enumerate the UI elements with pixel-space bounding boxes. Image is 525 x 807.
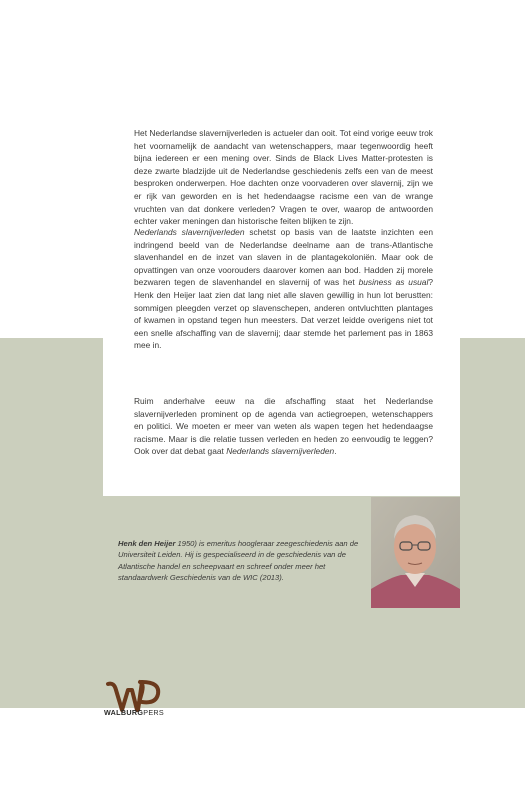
publisher-name-rest: PERS [143, 708, 165, 717]
blurb-paragraph-1 [134, 127, 433, 228]
author-name: Henk den Heijer [118, 539, 176, 548]
walburg-pers-logo [104, 676, 164, 726]
emphasis-text: business as usual [358, 277, 429, 288]
publisher-name [104, 708, 164, 717]
publisher-name-bold: WALBURG [104, 708, 144, 717]
blurb-text: . [334, 446, 337, 457]
author-bio [118, 538, 368, 584]
blurb-text: ? Henk den Heijer laat zien dat lang niet alle slaven gewillig in hun lot berustten: sommigen pleegden verzet op slavenschepen, anderen ontvluchtten plantages of kwamen in opstand tegen hun meesters. Dat verzet leidde overigens niet tot een snelle afschaffing van de slavernij; daar stemde het parlement pas in 1863 mee in. [134, 277, 434, 351]
book-title: Nederlands slavernijverleden [226, 446, 335, 457]
blurb-text: schetst op basis van de laatste inzichten een indringend beeld van de Nederlandse deelname aan de trans-Atlantische slavenhandel en de inzet van slaven in de plantagekoloniën. Maar ook de opvattingen van onze voorouders daarover komen aan bod. Hadden zij morele bezwaren tegen de slavenhandel en slavernij of was het [134, 227, 433, 288]
blurb-paragraph-2 [134, 226, 433, 352]
blurb-paragraph-3 [134, 395, 433, 458]
author-portrait-image [371, 497, 460, 608]
book-title: Nederlands slavernijverleden [134, 227, 245, 237]
author-photo [371, 497, 460, 608]
blurb-text: Ruim anderhalve eeuw na die afschaffing staat het Nederlandse slavernijverleden prominent op de agenda van actiegroepen, wetenschappers en politici. We moeten er meer van weten als wapen tegen het hedendaagse racisme. Maar is die relatie tussen verleden en heden zo eenvoudig te leggen? Ook over dat debat gaat [134, 396, 433, 457]
blurb-text: Het Nederlandse slavernijverleden is actueler dan ooit. Tot eind vorige eeuw trok het voornamelijk de aandacht van wetenschappers, maar tegenwoordig heeft bijna iedereen er een mening over. Sinds de Black Lives Matter-protesten is deze zwarte bladzijde uit de Nederlandse geschiedenis zelfs een van de meest besproken onderwerpen. Hoe dachten onze voorvaderen over slavernij, zijn we er rijk van geworden en is het hedendaagse racisme een van de wrange vruchten van dat donkere verleden? Vragen te over, waarop de antwoorden echter vaker meningen dan historische feiten blijken te zijn. [134, 128, 433, 227]
author-bio-text: 1950) is emeritus hoogleraar zeegeschiedenis aan de Universiteit Leiden. Hij is gespecialiseerd in de geschiedenis van de Atlantische handel en scheepvaart en schreef onder meer het standaardwerk Geschiedenis van de WIC (2013). [118, 539, 359, 583]
